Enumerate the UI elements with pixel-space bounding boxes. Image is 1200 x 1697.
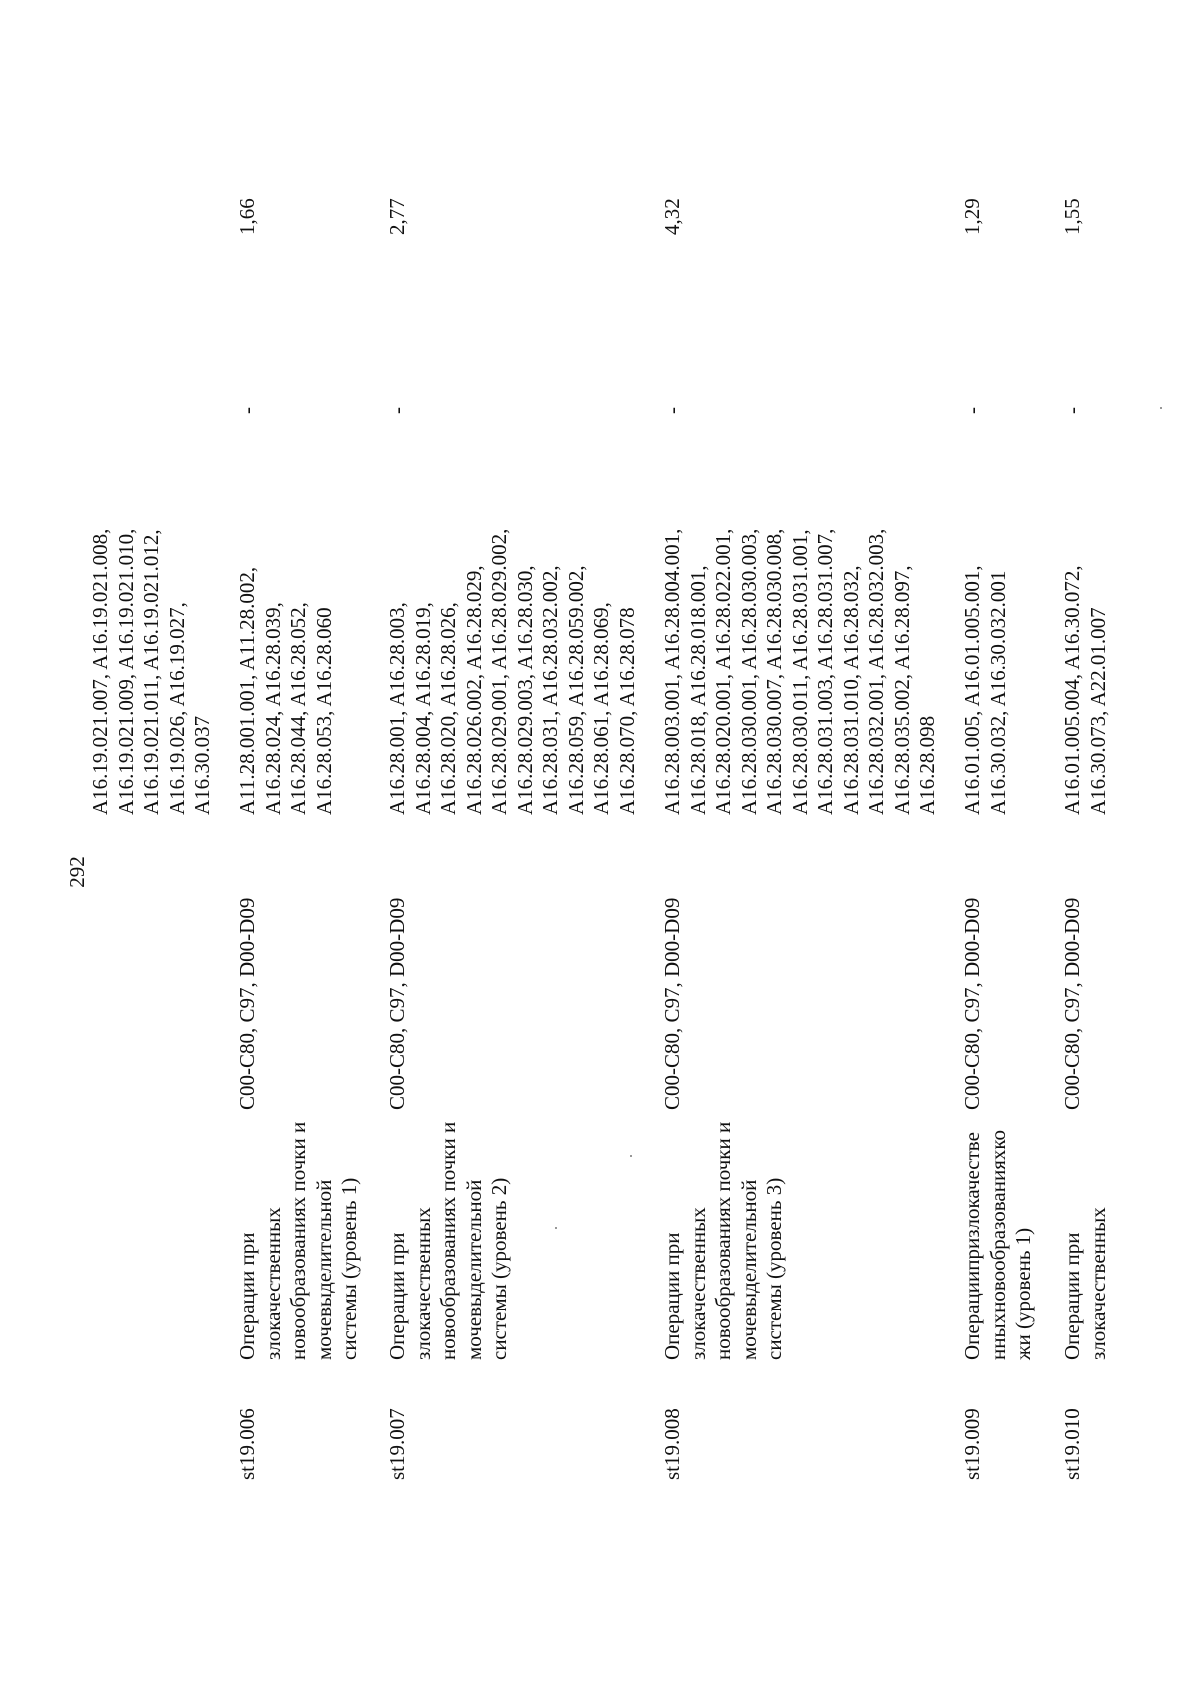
operations-code-line: A16.28.059, A16.28.059.002, xyxy=(563,565,588,815)
operations-code-line: A16.30.032, A16.30.032.001 xyxy=(985,570,1010,815)
operations-code-line: A16.28.030.001, A16.28.030.003, xyxy=(736,528,761,815)
row-code: st19.009 xyxy=(960,1408,984,1480)
operations-codes xyxy=(1060,415,1111,815)
operations-code-line: A16.28.029.003, A16.28.030, xyxy=(512,565,537,815)
row-name: Операции при злокачественных новообразованиях почки и мочевыделительной системы (уровень 3) xyxy=(660,1121,786,1360)
operations-code-line: A16.28.003.001, A16.28.004.001, xyxy=(660,528,684,815)
row-code: st19.008 xyxy=(660,1408,684,1480)
operations-code-line: A16.28.031, A16.28.032.002, xyxy=(538,565,562,815)
operations-code-line: A16.28.098 xyxy=(915,715,939,815)
operations-code-line: A16.28.053, A16.28.060 xyxy=(311,607,336,815)
scan-speck xyxy=(555,1227,557,1229)
row-name: Операции при злокачественных новообразованиях почки и мочевыделительной системы (уровень 2) xyxy=(385,1121,511,1360)
operations-code-line: A16.01.005, A16.01.005.001, xyxy=(960,565,984,815)
row-icd-codes: C00-C80, C97, D00-D09 xyxy=(660,897,684,1110)
row-code: st19.010 xyxy=(1060,1408,1084,1480)
scan-speck xyxy=(1160,407,1162,409)
operations-code-line: A16.28.032.001, A16.28.032.003, xyxy=(864,528,888,815)
row-coefficient: 1,55 xyxy=(1060,198,1084,235)
row-coefficient: 2,77 xyxy=(385,198,409,235)
scan-speck xyxy=(630,1155,632,1157)
operations-codes xyxy=(960,415,1011,815)
operations-code-line: A16.28.020, A16.28.026, xyxy=(436,602,460,815)
operations-code-line: A16.28.001, A16.28.003, xyxy=(385,602,409,815)
row-dash: - xyxy=(385,407,409,414)
operations-code-line: A16.28.024, A16.28.039, xyxy=(260,602,285,815)
operations-code-line: A16.01.005.004, A16.30.072, xyxy=(1060,565,1084,815)
operations-code-line: A16.28.018, A16.28.018.001, xyxy=(685,565,710,815)
operations-codes xyxy=(88,415,216,815)
operations-code-line: A16.28.031.003, A16.28.031.007, xyxy=(813,528,837,815)
row-name: Операции при злокачественных xyxy=(1060,1207,1110,1360)
operations-code-line: A16.28.004, A16.28.019, xyxy=(410,602,435,815)
operations-code-line: A16.30.037 xyxy=(190,715,214,815)
operations-code-line: A16.19.021.009, A16.19.021.010, xyxy=(113,528,138,815)
operations-code-line: A16.30.073, A22.01.007 xyxy=(1085,607,1110,815)
operations-code-line: A16.28.035.002, A16.28.097, xyxy=(889,565,914,815)
operations-code-line: A16.28.030.007, A16.28.030.008, xyxy=(762,528,786,815)
row-name: Операциипризлокачестве нныхновообразованияхко жи (уровень 1) xyxy=(960,1129,1035,1360)
row-coefficient: 4,32 xyxy=(660,198,684,235)
row-code: st19.006 xyxy=(235,1408,259,1480)
operations-code-line: A16.28.044, A16.28.052, xyxy=(286,602,310,815)
operations-codes xyxy=(235,415,337,815)
row-icd-codes: C00-C80, C97, D00-D09 xyxy=(235,897,259,1110)
operations-code-line: A16.28.070, A16.28.078 xyxy=(614,607,639,815)
row-icd-codes: C00-C80, C97, D00-D09 xyxy=(385,897,409,1110)
row-dash: - xyxy=(960,407,984,414)
operations-code-line: A16.19.026, A16.19.027, xyxy=(164,602,189,815)
row-name: Операции при злокачественных новообразованиях почки и мочевыделительной системы (уровень 1) xyxy=(235,1121,361,1360)
row-dash: - xyxy=(235,407,259,414)
operations-code-line: A16.19.021.011, A16.19.021.012, xyxy=(139,529,163,815)
operations-code-line: A16.28.029.001, A16.28.029.002, xyxy=(487,528,511,815)
operations-code-line: A11.28.001.001, A11.28.002, xyxy=(235,566,259,815)
operations-code-line: A16.28.031.010, A16.28.032, xyxy=(838,565,863,815)
operations-code-line: A16.28.030.011, A16.28.031.001, xyxy=(787,529,812,815)
row-icd-codes: C00-C80, C97, D00-D09 xyxy=(960,897,984,1110)
row-icd-codes: C00-C80, C97, D00-D09 xyxy=(1060,897,1084,1110)
row-coefficient: 1,66 xyxy=(235,198,259,235)
operations-code-line: A16.19.021.007, A16.19.021.008, xyxy=(88,528,112,815)
row-dash: - xyxy=(1060,407,1084,414)
operations-codes xyxy=(660,415,941,815)
operations-codes xyxy=(385,415,640,815)
row-code: st19.007 xyxy=(385,1408,409,1480)
operations-code-line: A16.28.061, A16.28.069, xyxy=(589,602,613,815)
operations-code-line: A16.28.026.002, A16.28.029, xyxy=(461,565,486,815)
operations-code-line: A16.28.020.001, A16.28.022.001, xyxy=(711,528,735,815)
row-coefficient: 1,29 xyxy=(960,198,984,235)
row-dash: - xyxy=(660,407,684,414)
page-number: 292 xyxy=(65,856,89,888)
